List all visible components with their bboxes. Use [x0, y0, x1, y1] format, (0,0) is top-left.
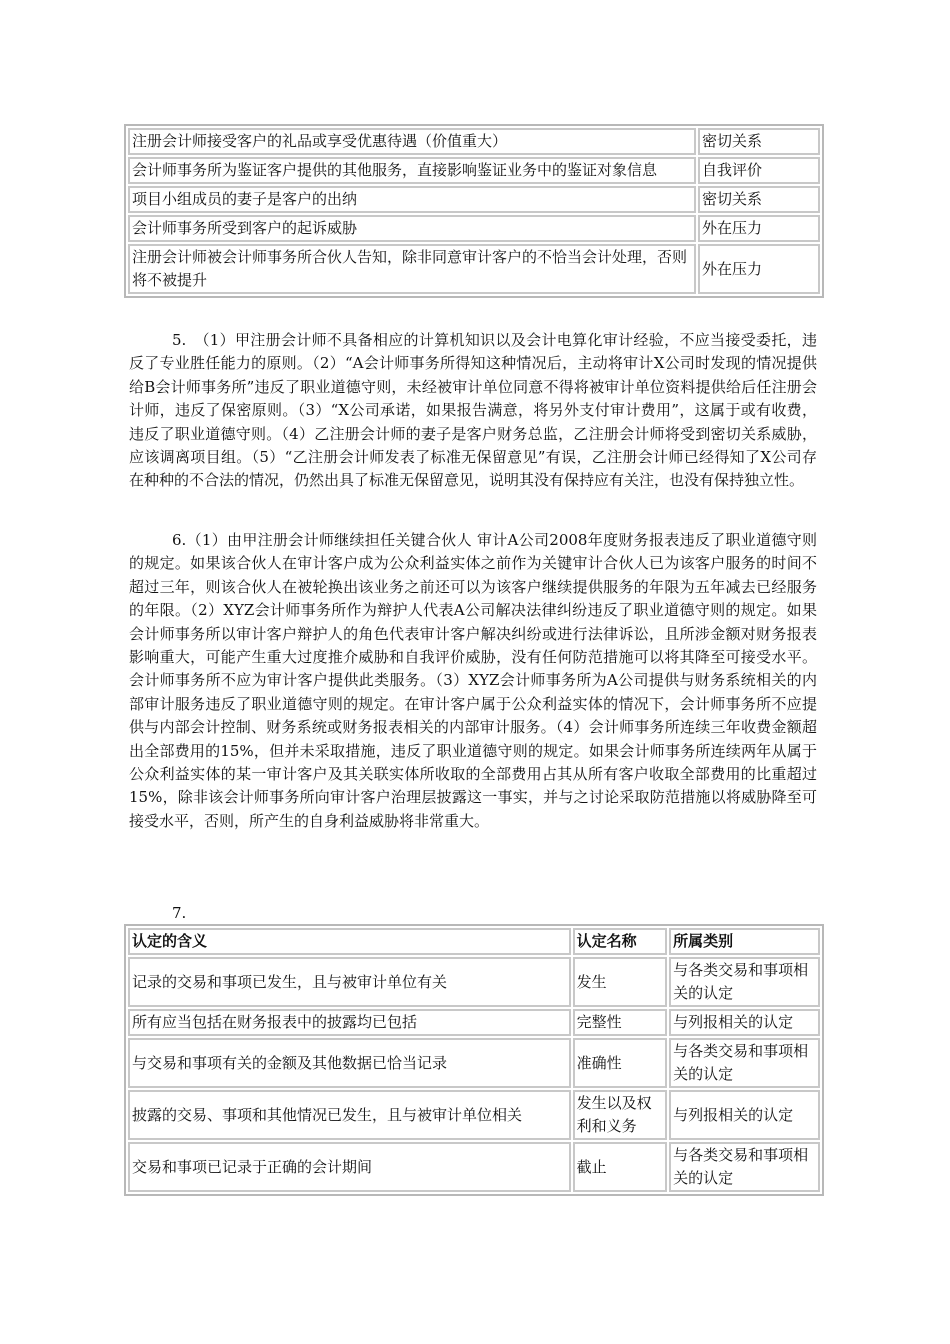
meaning-cell: 与交易和事项有关的金额及其他数据已恰当记录: [128, 1038, 571, 1088]
table-row: [128, 244, 820, 294]
situation-cell: 会计师事务所为鉴证客户提供的其他服务，直接影响鉴证业务中的鉴证对象信息: [128, 157, 696, 184]
situation-cell: 注册会计师被会计师事务所合伙人告知，除非同意审计客户的不恰当会计处理，否则将不被提升: [128, 244, 696, 294]
category-cell: 与各类交易和事项相关的认定: [669, 1142, 820, 1192]
answer-7-label: 7.: [172, 904, 187, 922]
category-cell: 与各类交易和事项相关的认定: [669, 1038, 820, 1088]
threat-cell: 外在压力: [698, 244, 820, 294]
table-row: [128, 957, 820, 1007]
table-row: [128, 1009, 820, 1036]
threat-cell: 密切关系: [698, 186, 820, 213]
table-row: [128, 157, 820, 184]
threat-cell: 密切关系: [698, 128, 820, 155]
meaning-cell: 记录的交易和事项已发生，且与被审计单位有关: [128, 957, 571, 1007]
name-cell: 发生: [573, 957, 668, 1007]
table-row: [128, 1038, 820, 1088]
name-cell: 准确性: [573, 1038, 668, 1088]
situation-cell: 注册会计师接受客户的礼品或享受优惠待遇（价值重大）: [128, 128, 696, 155]
header-name: 认定名称: [573, 928, 668, 955]
header-meaning: 认定的含义: [128, 928, 571, 955]
name-cell: 截止: [573, 1142, 668, 1192]
category-cell: 与列报相关的认定: [669, 1090, 820, 1140]
name-cell: 完整性: [573, 1009, 668, 1036]
table-row: [128, 1090, 820, 1140]
header-category: 所属类别: [669, 928, 820, 955]
name-cell: 发生以及权利和义务: [573, 1090, 668, 1140]
situation-cell: 会计师事务所受到客户的起诉威胁: [128, 215, 696, 242]
category-cell: 与列报相关的认定: [669, 1009, 820, 1036]
table-header-row: [128, 928, 820, 955]
table-row: [128, 128, 820, 155]
table-row: [128, 186, 820, 213]
answer-6-paragraph: 6.（1）由甲注册会计师继续担任关键合伙人 审计A公司2008年度财务报表违反了职业道德守则的规定。如果该合伙人在审计客户成为公众利益实体之前作为关键审计合伙人已为该客户服务的时间不超过三年，则该合伙人在被轮换出该业务之前还可以为该客户继续提供服务的年限为五年减去已经服务的年限。（2）XYZ会计师事务所作为辩护人代表A公司解决法律纠纷违反了职业道德守则的规定。如果会计师事务所以审计客户辩护人的角色代表审计客户解决纠纷或进行法律诉讼，且所涉金额对财务报表影响重大，可能产生重大过度推介威胁和自我评价威胁，没有任何防范措施可以将其降至可接受水平。会计师事务所不应为审计客户提供此类服务。（3）XYZ会计师事务所为A公司提供与财务系统相关的内部审计服务违反了职业道德守则的规定。在审计客户属于公众利益实体的情况下，会计师事务所不应提供与内部会计控制、财务系统或财务报表相关的内部审计服务。（4）会计师事务所连续三年收费金额超出全部费用的15%，但并未采取措施，违反了职业道德守则的规定。如果会计师事务所连续两年从属于公众利益实体的某一审计客户及其关联实体所收取的全部费用占其从所有客户收取全部费用的比重超过15%，除非该会计师事务所向审计客户治理层披露这一事实，并与之讨论采取防范措施以将威胁降至可接受水平，否则，所产生的自身利益威胁将非常重大。: [129, 531, 817, 830]
threat-table: [124, 124, 824, 298]
situation-cell: 项目小组成员的妻子是客户的出纳: [128, 186, 696, 213]
meaning-cell: 披露的交易、事项和其他情况已发生，且与被审计单位相关: [128, 1090, 571, 1140]
table-row: [128, 1142, 820, 1192]
assertion-table: [124, 924, 824, 1196]
threat-cell: 自我评价: [698, 157, 820, 184]
category-cell: 与各类交易和事项相关的认定: [669, 957, 820, 1007]
answer-5-paragraph: 5. （1）甲注册会计师不具备相应的计算机知识以及会计电算化审计经验，不应当接受委托，违反了专业胜任能力的原则。（2）“A会计师事务所得知这种情况后，主动将审计X公司时发现的情况提供给B会计师事务所”违反了职业道德守则，未经被审计单位同意不得将被审计单位资料提供给后任注册会计师，违反了保密原则。（3）“X公司承诺，如果报告满意，将另外支付审计费用”，这属于或有收费，违反了职业道德守则。（4）乙注册会计师的妻子是客户财务总监，乙注册会计师将受到密切关系威胁，应该调离项目组。（5）“乙注册会计师发表了标准无保留意见”有误，乙注册会计师已经得知了X公司存在种种的不合法的情况，仍然出具了标准无保留意见，说明其没有保持应有关注，也没有保持独立性。: [129, 331, 817, 490]
table-row: [128, 215, 820, 242]
meaning-cell: 所有应当包括在财务报表中的披露均已包括: [128, 1009, 571, 1036]
threat-cell: 外在压力: [698, 215, 820, 242]
meaning-cell: 交易和事项已记录于正确的会计期间: [128, 1142, 571, 1192]
